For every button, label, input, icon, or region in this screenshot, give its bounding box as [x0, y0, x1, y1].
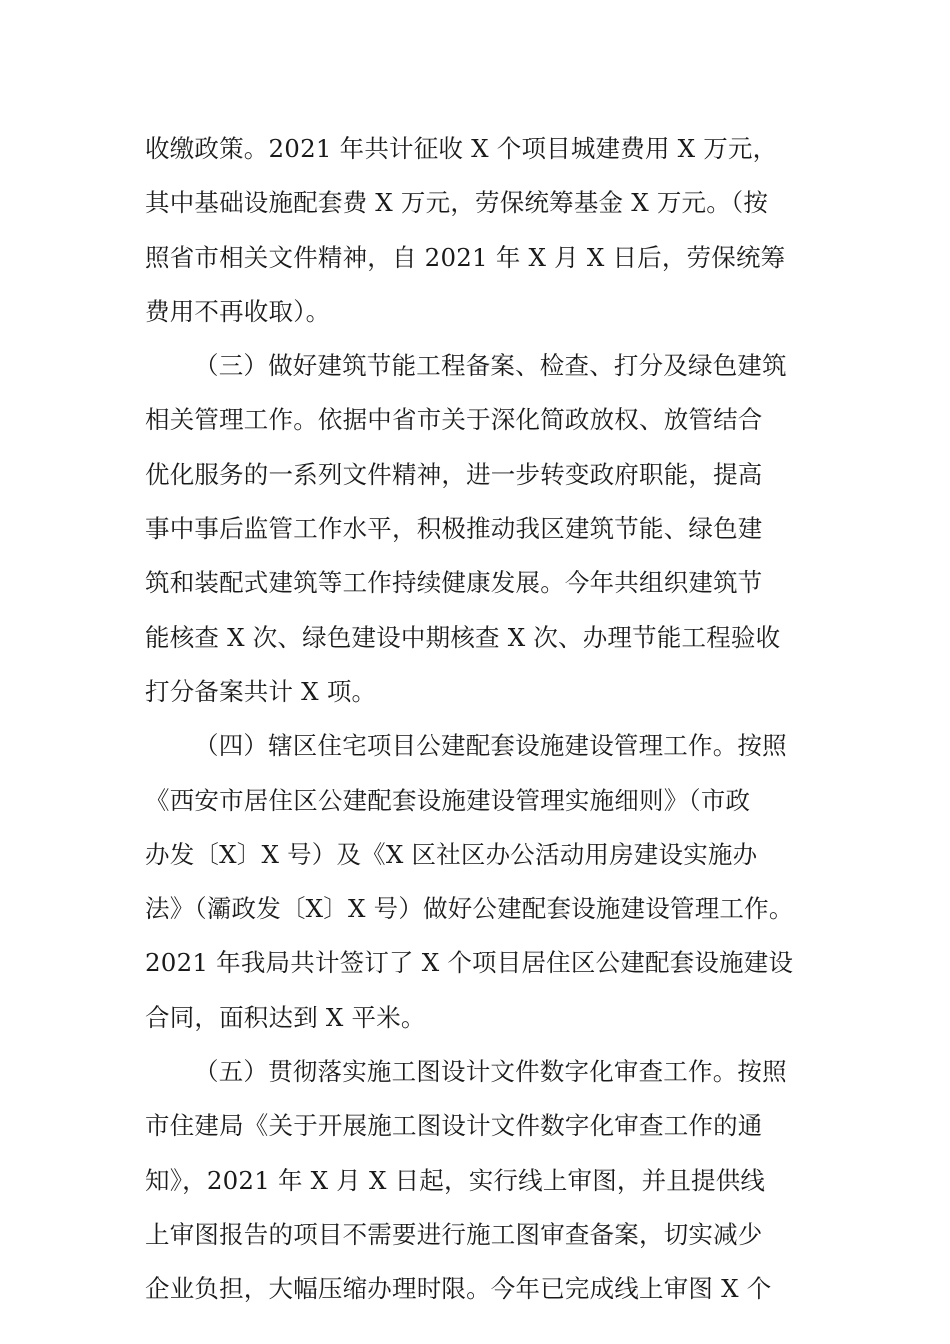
- text-line: 2021 年我局共计签订了 X 个项目居住区公建配套设施建设: [145, 948, 794, 978]
- text-line: 费用不再收取）。: [145, 296, 331, 326]
- text-line: 打分备案共计 X 项。: [145, 676, 377, 706]
- section-heading-line: （四）辖区住宅项目公建配套设施建设管理工作。按照: [194, 731, 787, 761]
- text-line: 《西安市居住区公建配套设施建设管理实施细则》（市政: [145, 785, 751, 815]
- text-line: 市住建局《关于开展施工图设计文件数字化审查工作的通: [145, 1111, 763, 1141]
- body-text: [145, 122, 825, 1317]
- text-line: 其中基础设施配套费 X 万元，劳保统筹基金 X 万元。（按: [145, 188, 769, 218]
- text-line: 办发〔X〕X 号）及《X 区社区办公活动用房建设实施办: [145, 839, 758, 869]
- text-line: 筑和装配式建筑等工作持续健康发展。今年共组织建筑节: [145, 568, 763, 598]
- text-line: 事中事后监管工作水平，积极推动我区建筑节能、绿色建: [145, 514, 763, 544]
- section-heading-line: （五）贯彻落实施工图设计文件数字化审查工作。按照: [194, 1057, 787, 1087]
- text-line: 相关管理工作。依据中省市关于深化简政放权、放管结合: [145, 405, 763, 435]
- text-line: 收缴政策。2021 年共计征收 X 个项目城建费用 X 万元，: [145, 134, 778, 163]
- section-heading-line: （三）做好建筑节能工程备案、检查、打分及绿色建筑: [194, 351, 787, 381]
- text-line: 照省市相关文件精神，自 2021 年 X 月 X 日后，劳保统筹: [145, 242, 786, 272]
- text-line: 法》（灞政发〔X〕X 号）做好公建配套设施建设管理工作。: [145, 894, 794, 924]
- text-line: 能核查 X 次、绿色建设中期核查 X 次、办理节能工程验收: [145, 622, 781, 652]
- text-line: 企业负担，大幅压缩办理时限。今年已完成线上审图 X 个: [145, 1274, 772, 1304]
- text-line: 上审图报告的项目不需要进行施工图审查备案，切实减少: [145, 1219, 763, 1249]
- text-line: 知》，2021 年 X 月 X 日起，实行线上审图，并且提供线: [145, 1165, 766, 1195]
- text-line: 合同，面积达到 X 平米。: [145, 1002, 426, 1032]
- text-line: 优化服务的一系列文件精神，进一步转变政府职能，提高: [145, 459, 763, 489]
